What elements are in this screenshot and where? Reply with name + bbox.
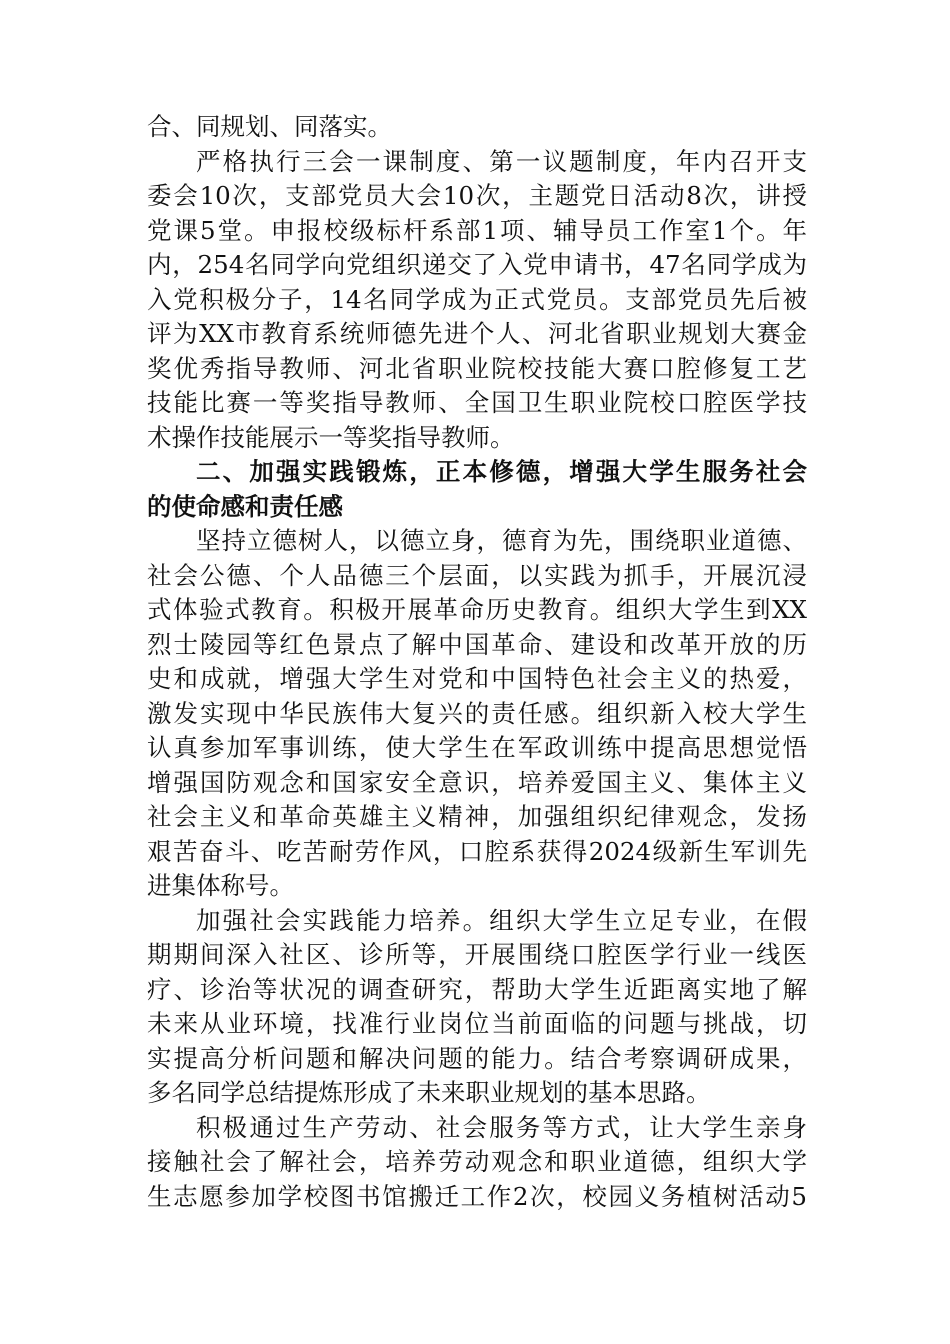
text-line: 接触社会了解社会，培养劳动观念和职业道德，组织大学 xyxy=(147,1147,807,1176)
text-line: 实提高分析问题和解决问题的能力。结合考察调研成果， xyxy=(147,1043,807,1073)
paragraph-social-practice xyxy=(147,904,807,1111)
text-line: 未来从业环境，找准行业岗位当前面临的问题与挑战，切 xyxy=(147,1009,807,1038)
paragraph-moral-education xyxy=(147,524,807,904)
text-line: 技能比赛一等奖指导教师、全国卫生职业院校口腔医学技 xyxy=(147,388,807,417)
section-heading xyxy=(147,455,807,524)
text-line: 烈士陵园等红色景点了解中国革命、建设和改革开放的历 xyxy=(147,629,807,659)
text-line: 入党积极分子，14名同学成为正式党员。支部党员先后被 xyxy=(147,284,807,314)
text-line: 内，254名同学向党组织递交了入党申请书，47名同学成为 xyxy=(147,250,807,279)
text-line: 术操作技能展示一等奖指导教师。 xyxy=(147,422,515,452)
text-line: 多名同学总结提炼形成了未来职业规划的基本思路。 xyxy=(147,1078,711,1107)
text-line: 增强国防观念和国家安全意识，培养爱国主义、集体主义 xyxy=(147,767,807,797)
text-line: 奖优秀指导教师、河北省职业院校技能大赛口腔修复工艺 xyxy=(147,353,807,383)
text-line: 艰苦奋斗、吃苦耐劳作风，口腔系获得2024级新生军训先 xyxy=(147,836,807,866)
document-page xyxy=(147,110,807,1214)
text-line: 党课5堂。申报校级标杆系部1项、辅导员工作室1个。年 xyxy=(147,215,807,245)
text-line: 生志愿参加学校图书馆搬迁工作2次，校园义务植树活动5 xyxy=(147,1181,807,1211)
text-line: 社会公德、个人品德三个层面，以实践为抓手，开展沉浸 xyxy=(147,560,807,590)
text-line: 坚持立德树人，以德立身，德育为先，围绕职业道德、 xyxy=(196,526,807,555)
text-line: 加强社会实践能力培养。组织大学生立足专业，在假 xyxy=(196,905,807,935)
text-line: 疗、诊治等状况的调查研究，帮助大学生近距离实地了解 xyxy=(147,974,807,1004)
text-line: 史和成就，增强大学生对党和中国特色社会主义的热爱， xyxy=(147,664,807,693)
heading-line: 二、加强实践锻炼，正本修德，增强大学生服务社会 xyxy=(196,457,807,486)
paragraph-labor-service xyxy=(147,1111,807,1215)
text-line: 进集体称号。 xyxy=(147,871,294,900)
paragraph-continuation xyxy=(147,110,807,145)
text-line: 委会10次，支部党员大会10次，主题党日活动8次，讲授 xyxy=(147,181,807,210)
text-line: 认真参加军事训练，使大学生在军政训练中提高思想觉悟 xyxy=(147,733,807,762)
heading-line: 的使命感和责任感 xyxy=(147,491,343,521)
text-line: 激发实现中华民族伟大复兴的责任感。组织新入校大学生 xyxy=(147,698,807,728)
text-line: 式体验式教育。积极开展革命历史教育。组织大学生到XX xyxy=(147,595,807,624)
text-line: 严格执行三会一课制度、第一议题制度，年内召开支 xyxy=(196,146,807,176)
paragraph-party-building xyxy=(147,145,807,456)
text-line: 社会主义和革命英雄主义精神，加强组织纪律观念，发扬 xyxy=(147,802,807,831)
text-line: 评为XX市教育系统师德先进个人、河北省职业规划大赛金 xyxy=(147,319,807,348)
text-line: 积极通过生产劳动、社会服务等方式，让大学生亲身 xyxy=(196,1112,807,1142)
text-line: 期期间深入社区、诊所等，开展围绕口腔医学行业一线医 xyxy=(147,940,807,969)
text-line: 合、同规划、同落实。 xyxy=(147,112,392,141)
